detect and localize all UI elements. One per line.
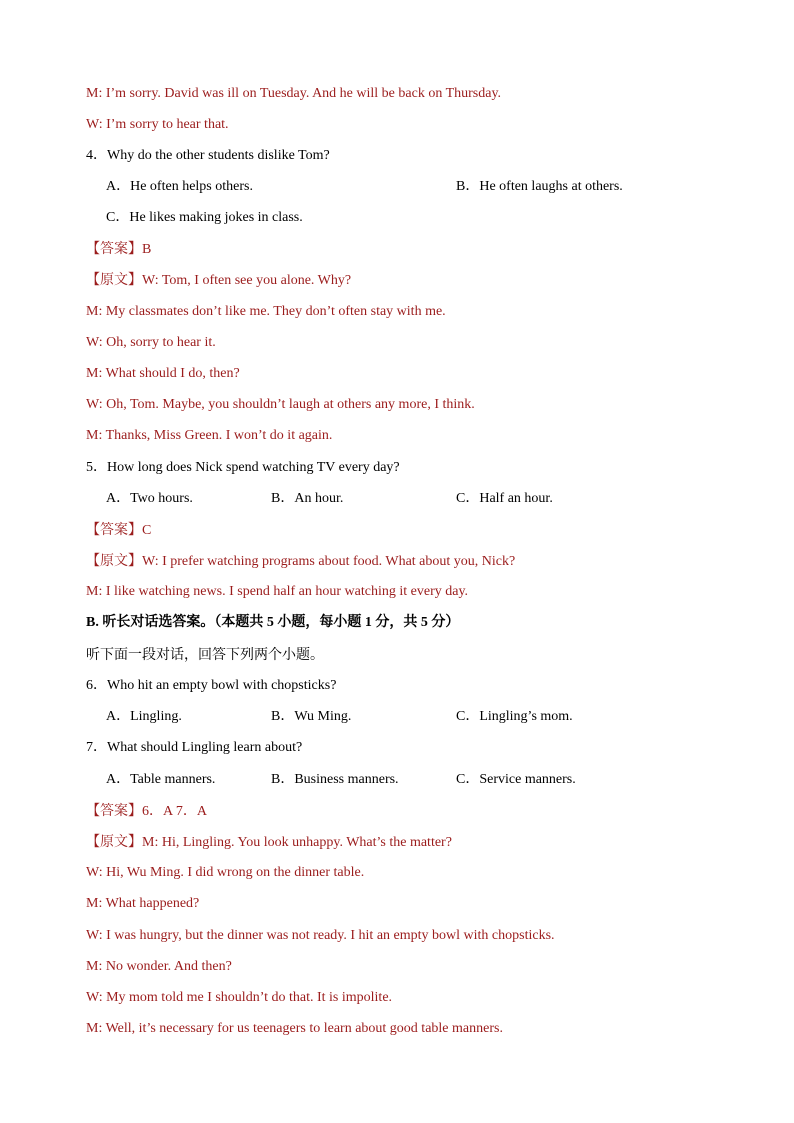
text-line-q6 xyxy=(86,677,336,695)
text-line-q6c xyxy=(456,708,573,726)
label-prefix: 【答案】 xyxy=(86,241,142,257)
text-line-q5c xyxy=(456,490,553,508)
line-text: 7．What should Lingling learn about? xyxy=(86,740,303,755)
line-text: M: I’m sorry. David was ill on Tuesday. And he will be back on Thursday. xyxy=(86,86,502,101)
text-line-l33 xyxy=(86,864,364,882)
line-text: B．Wu Ming. xyxy=(271,709,352,724)
text-line-q7c xyxy=(456,771,576,789)
line-text: W: Oh, Tom. Maybe, you shouldn’t laugh at others any more, I think. xyxy=(86,397,475,412)
label-prefix: 【答案】 xyxy=(86,522,142,538)
label-prefix: 【原文】 xyxy=(86,834,142,850)
text-line-l19 xyxy=(86,583,468,601)
text-line-q7a xyxy=(106,771,215,789)
label-prefix: 【原文】 xyxy=(86,272,142,288)
text-line-ans5 xyxy=(86,521,151,539)
line-text: 5．How long does Nick spend watching TV every day? xyxy=(86,460,400,475)
label-prefix: 【原文】 xyxy=(86,553,142,569)
text-line-l1 xyxy=(86,85,501,103)
text-line-q7b xyxy=(271,771,399,789)
line-text: C．Lingling’s mom. xyxy=(456,709,573,724)
text-line-l38 xyxy=(86,1020,503,1038)
line-text: A．Table manners. xyxy=(106,772,216,787)
line-text: M: What happened? xyxy=(86,896,200,911)
line-text: W: My mom told me I shouldn’t do that. It is impolite. xyxy=(86,990,393,1005)
text-line-yw4 xyxy=(86,271,351,289)
line-text: B．Business manners. xyxy=(271,772,399,787)
line-text: W: Oh, sorry to hear it. xyxy=(86,335,216,350)
line-text: M: Thanks, Miss Green. I won’t do it again. xyxy=(86,428,333,443)
text-line-instr xyxy=(86,646,324,664)
line-text: B xyxy=(142,242,152,257)
line-text: C．Half an hour. xyxy=(456,491,553,506)
text-line-q5 xyxy=(86,459,400,477)
text-line-ans4 xyxy=(86,240,151,258)
line-text: C．He likes making jokes in class. xyxy=(106,210,303,225)
line-text: M: No wonder. And then? xyxy=(86,959,232,974)
text-line-q5b xyxy=(271,490,343,508)
text-line-l34 xyxy=(86,895,199,913)
text-line-l37 xyxy=(86,989,392,1007)
line-text: 6．A 7．A xyxy=(142,804,207,819)
label-prefix: 【答案】 xyxy=(86,803,142,819)
text-line-q4a xyxy=(106,178,253,196)
text-line-l8 xyxy=(86,303,446,321)
text-line-q4b xyxy=(456,178,623,196)
line-text: M: My classmates don’t like me. They don’t often stay with me. xyxy=(86,304,446,319)
line-text: W: I’m sorry to hear that. xyxy=(86,117,229,132)
line-text: W: Hi, Wu Ming. I did wrong on the dinner table. xyxy=(86,865,365,880)
line-text: M: Well, it’s necessary for us teenagers to learn about good table manners. xyxy=(86,1021,503,1036)
text-line-q5a xyxy=(106,490,193,508)
text-line-q6b xyxy=(271,708,351,726)
text-line-q4 xyxy=(86,147,330,165)
line-text: A．Lingling. xyxy=(106,709,182,724)
text-line-ans67 xyxy=(86,802,207,820)
text-line-yw5 xyxy=(86,552,515,570)
text-line-q4c xyxy=(106,209,303,227)
line-text: M: Hi, Lingling. You look unhappy. What’s the matter? xyxy=(142,835,452,850)
line-text: W: Tom, I often see you alone. Why? xyxy=(142,273,352,288)
line-text: M: What should I do, then? xyxy=(86,366,240,381)
text-line-yw67 xyxy=(86,833,452,851)
text-line-l12 xyxy=(86,427,332,445)
line-text: 4．Why do the other students dislike Tom? xyxy=(86,148,330,163)
line-text: B．An hour. xyxy=(271,491,344,506)
line-text: C．Service manners. xyxy=(456,772,576,787)
line-text: M: I like watching news. I spend half an hour watching it every day. xyxy=(86,584,469,599)
line-text: W: I prefer watching programs about food. What about you, Nick? xyxy=(142,554,516,569)
line-text: C xyxy=(142,523,152,538)
text-line-q6a xyxy=(106,708,182,726)
text-line-q7 xyxy=(86,739,302,757)
text-line-secB xyxy=(86,614,459,632)
text-line-l36 xyxy=(86,958,232,976)
line-text: 听下面一段对话，回答下列两个小题。 xyxy=(86,647,324,663)
text-line-l2 xyxy=(86,116,229,134)
text-line-l10 xyxy=(86,365,240,383)
line-text: W: I was hungry, but the dinner was not ready. I hit an empty bowl with chopsticks. xyxy=(86,928,555,943)
line-text: A．Two hours. xyxy=(106,491,193,506)
line-text: 6．Who hit an empty bowl with chopsticks? xyxy=(86,678,337,693)
line-text: B．He often laughs at others. xyxy=(456,179,623,194)
text-line-l35 xyxy=(86,927,555,945)
line-text: A．He often helps others. xyxy=(106,179,253,194)
text-line-l9 xyxy=(86,334,216,352)
line-text: B. 听长对话选答案。（本题共 5 小题，每小题 1 分，共 5 分） xyxy=(86,615,460,630)
text-line-l11 xyxy=(86,396,475,414)
